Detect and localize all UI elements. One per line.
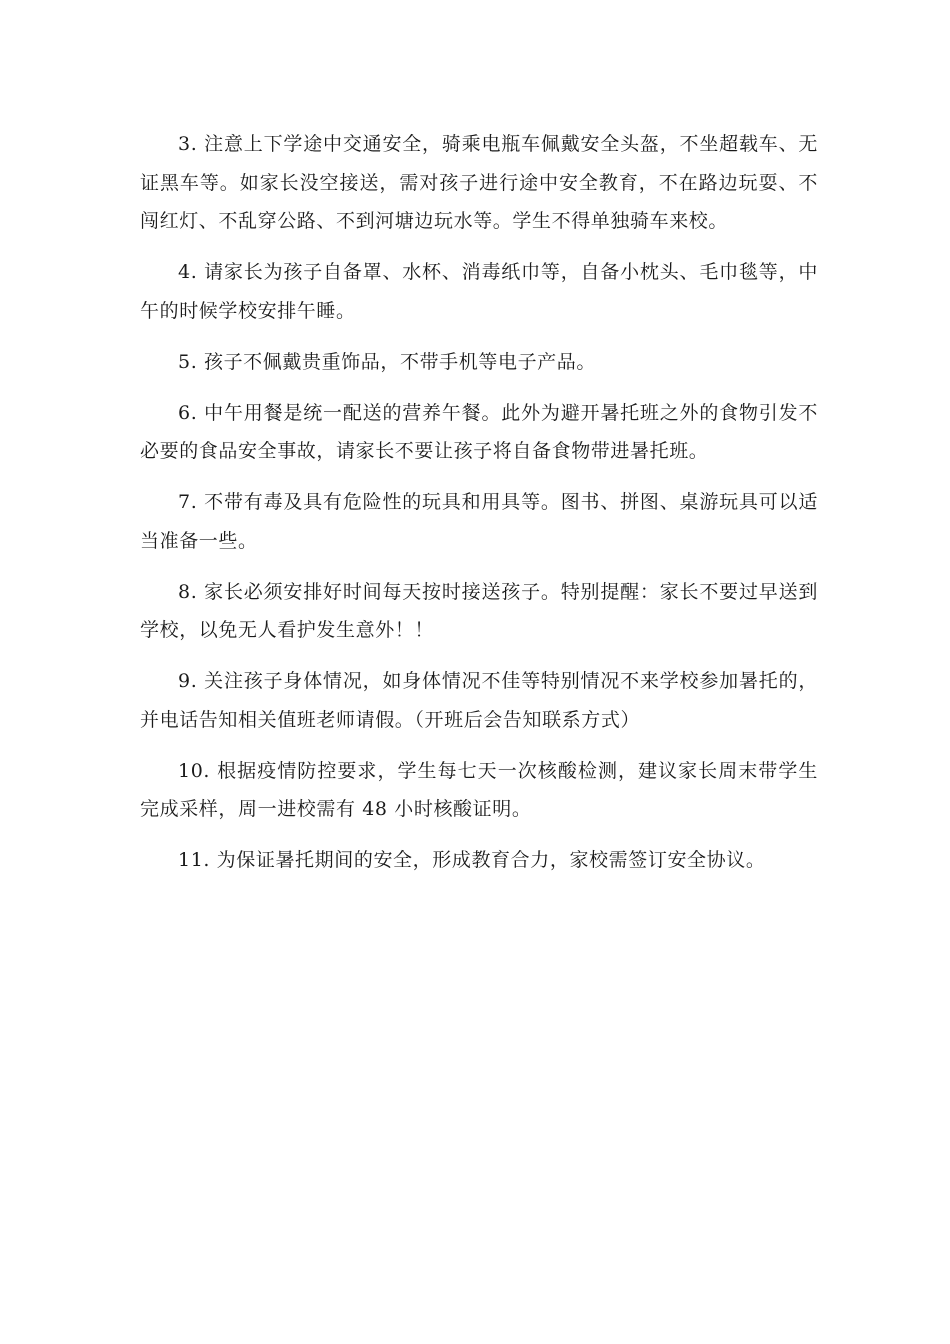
notice-item-7: 7. 不带有毒及具有危险性的玩具和用具等。图书、拼图、桌游玩具可以适当准备一些。 [140,491,818,552]
notice-item-4: 4. 请家长为孩子自备罩、水杯、消毒纸巾等，自备小枕头、毛巾毯等，中午的时候学校安排午睡。 [140,261,818,322]
notice-item-3: 3. 注意上下学途中交通安全，骑乘电瓶车佩戴安全头盔，不坐超载车、无证黑车等。如家长没空接送，需对孩子进行途中安全教育，不在路边玩耍、不闯红灯、不乱穿公路、不到河塘边玩水等。学生不得单独骑车来校。 [140,133,818,232]
notice-body [140,125,818,892]
notice-item-5: 5. 孩子不佩戴贵重饰品，不带手机等电子产品。 [178,350,596,373]
notice-item-10: 10. 根据疫情防控要求，学生每七天一次核酸检测，建议家长周末带学生完成采样，周一进校需有 48 小时核酸证明。 [140,759,818,820]
notice-item-8: 8. 家长必须安排好时间每天按时接送孩子。特别提醒：家长不要过早送到学校，以免无人看护发生意外！！ [140,580,818,641]
notice-item-9: 9. 关注孩子身体情况，如身体情况不佳等特别情况不来学校参加暑托的，并电话告知相关值班老师请假。（开班后会告知联系方式） [140,670,818,731]
notice-item-6: 6. 中午用餐是统一配送的营养午餐。此外为避开暑托班之外的食物引发不必要的食品安全事故，请家长不要让孩子将自备食物带进暑托班。 [140,401,818,462]
notice-item-11: 11. 为保证暑托期间的安全，形成教育合力，家校需签订安全协议。 [178,849,766,871]
